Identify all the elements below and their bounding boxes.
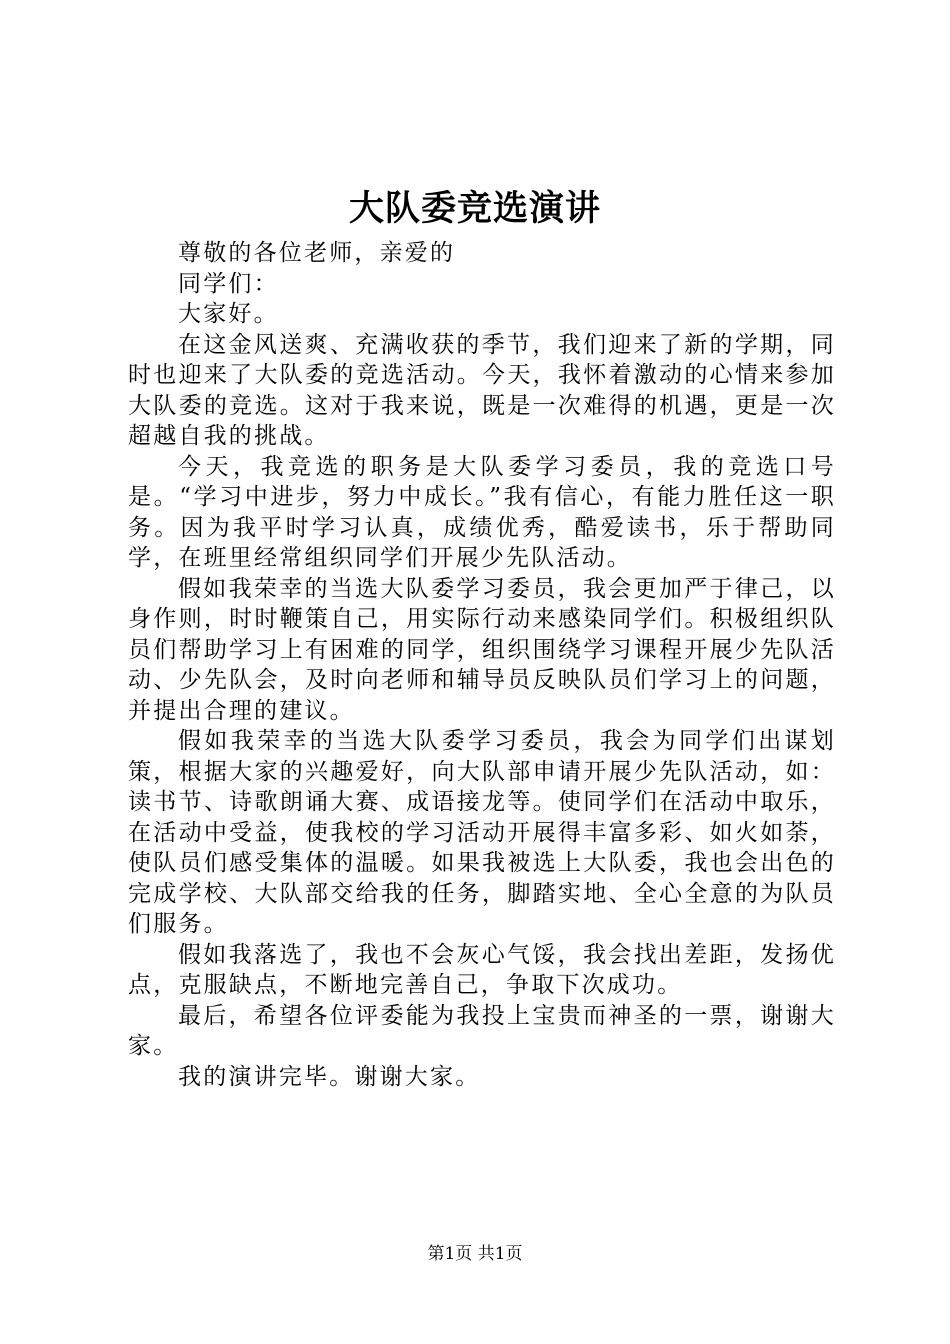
paragraph-salutation-cont: 同学们： bbox=[178, 270, 279, 297]
paragraph-final: 我的演讲完毕。谢谢大家。 bbox=[178, 1063, 481, 1090]
paragraph-greeting: 大家好。 bbox=[178, 301, 279, 327]
document-title: 大队委竞选演讲 bbox=[348, 188, 601, 229]
paragraph-position: 今天，我竞选的职务是大队委学习委员，我的竞选口号是。“学习中进步，努力中成长。”我有信心，有能力胜任这一职务。因为我平时学习认真，成绩优秀，酷爱读书，乐于帮助同学，在班里经常组织同学们开展少先队活动。 bbox=[128, 453, 836, 571]
paragraph-if-lose: 假如我落选了，我也不会灰心气馁，我会找出差距，发扬优点，克服缺点，不断地完善自己，争取下次成功。 bbox=[128, 941, 836, 998]
paragraph-salutation: 尊敬的各位老师，亲爱的 bbox=[178, 240, 456, 266]
paragraph-plan-1: 假如我荣幸的当选大队委学习委员，我会更加严于律己，以身作则，时时鞭策自己，用实际行动来感染同学们。积极组织队员们帮助学习上有困难的同学，组织围绕学习课程开展少先队活动、少先队会，及时向老师和辅导员反映队员们学习上的问题，并提出合理的建议。 bbox=[128, 575, 836, 724]
paragraph-closing: 最后，希望各位评委能为我投上宝贵而神圣的一票，谢谢大家。 bbox=[128, 1002, 836, 1059]
page-number: 第1页 共1页 bbox=[427, 1244, 523, 1264]
paragraph-plan-2: 假如我荣幸的当选大队委学习委员，我会为同学们出谋划策，根据大家的兴趣爱好，向大队部申请开展少先队活动，如：读书节、诗歌朗诵大赛、成语接龙等。使同学们在活动中取乐，在活动中受益，使我校的学习活动开展得丰富多彩、如火如荼，使队员们感受集体的温暖。如果我被选上大队委，我也会出色的完成学校、大队部交给我的任务，脚踏实地、全心全意的为队员们服务。 bbox=[128, 728, 836, 937]
document-body bbox=[128, 238, 836, 1092]
paragraph-intro: 在这金风送爽、充满收获的季节，我们迎来了新的学期，同时也迎来了大队委的竞选活动。今天，我怀着激动的心情来参加大队委的竞选。这对于我来说，既是一次难得的机遇，更是一次超越自我的挑战。 bbox=[128, 331, 836, 449]
